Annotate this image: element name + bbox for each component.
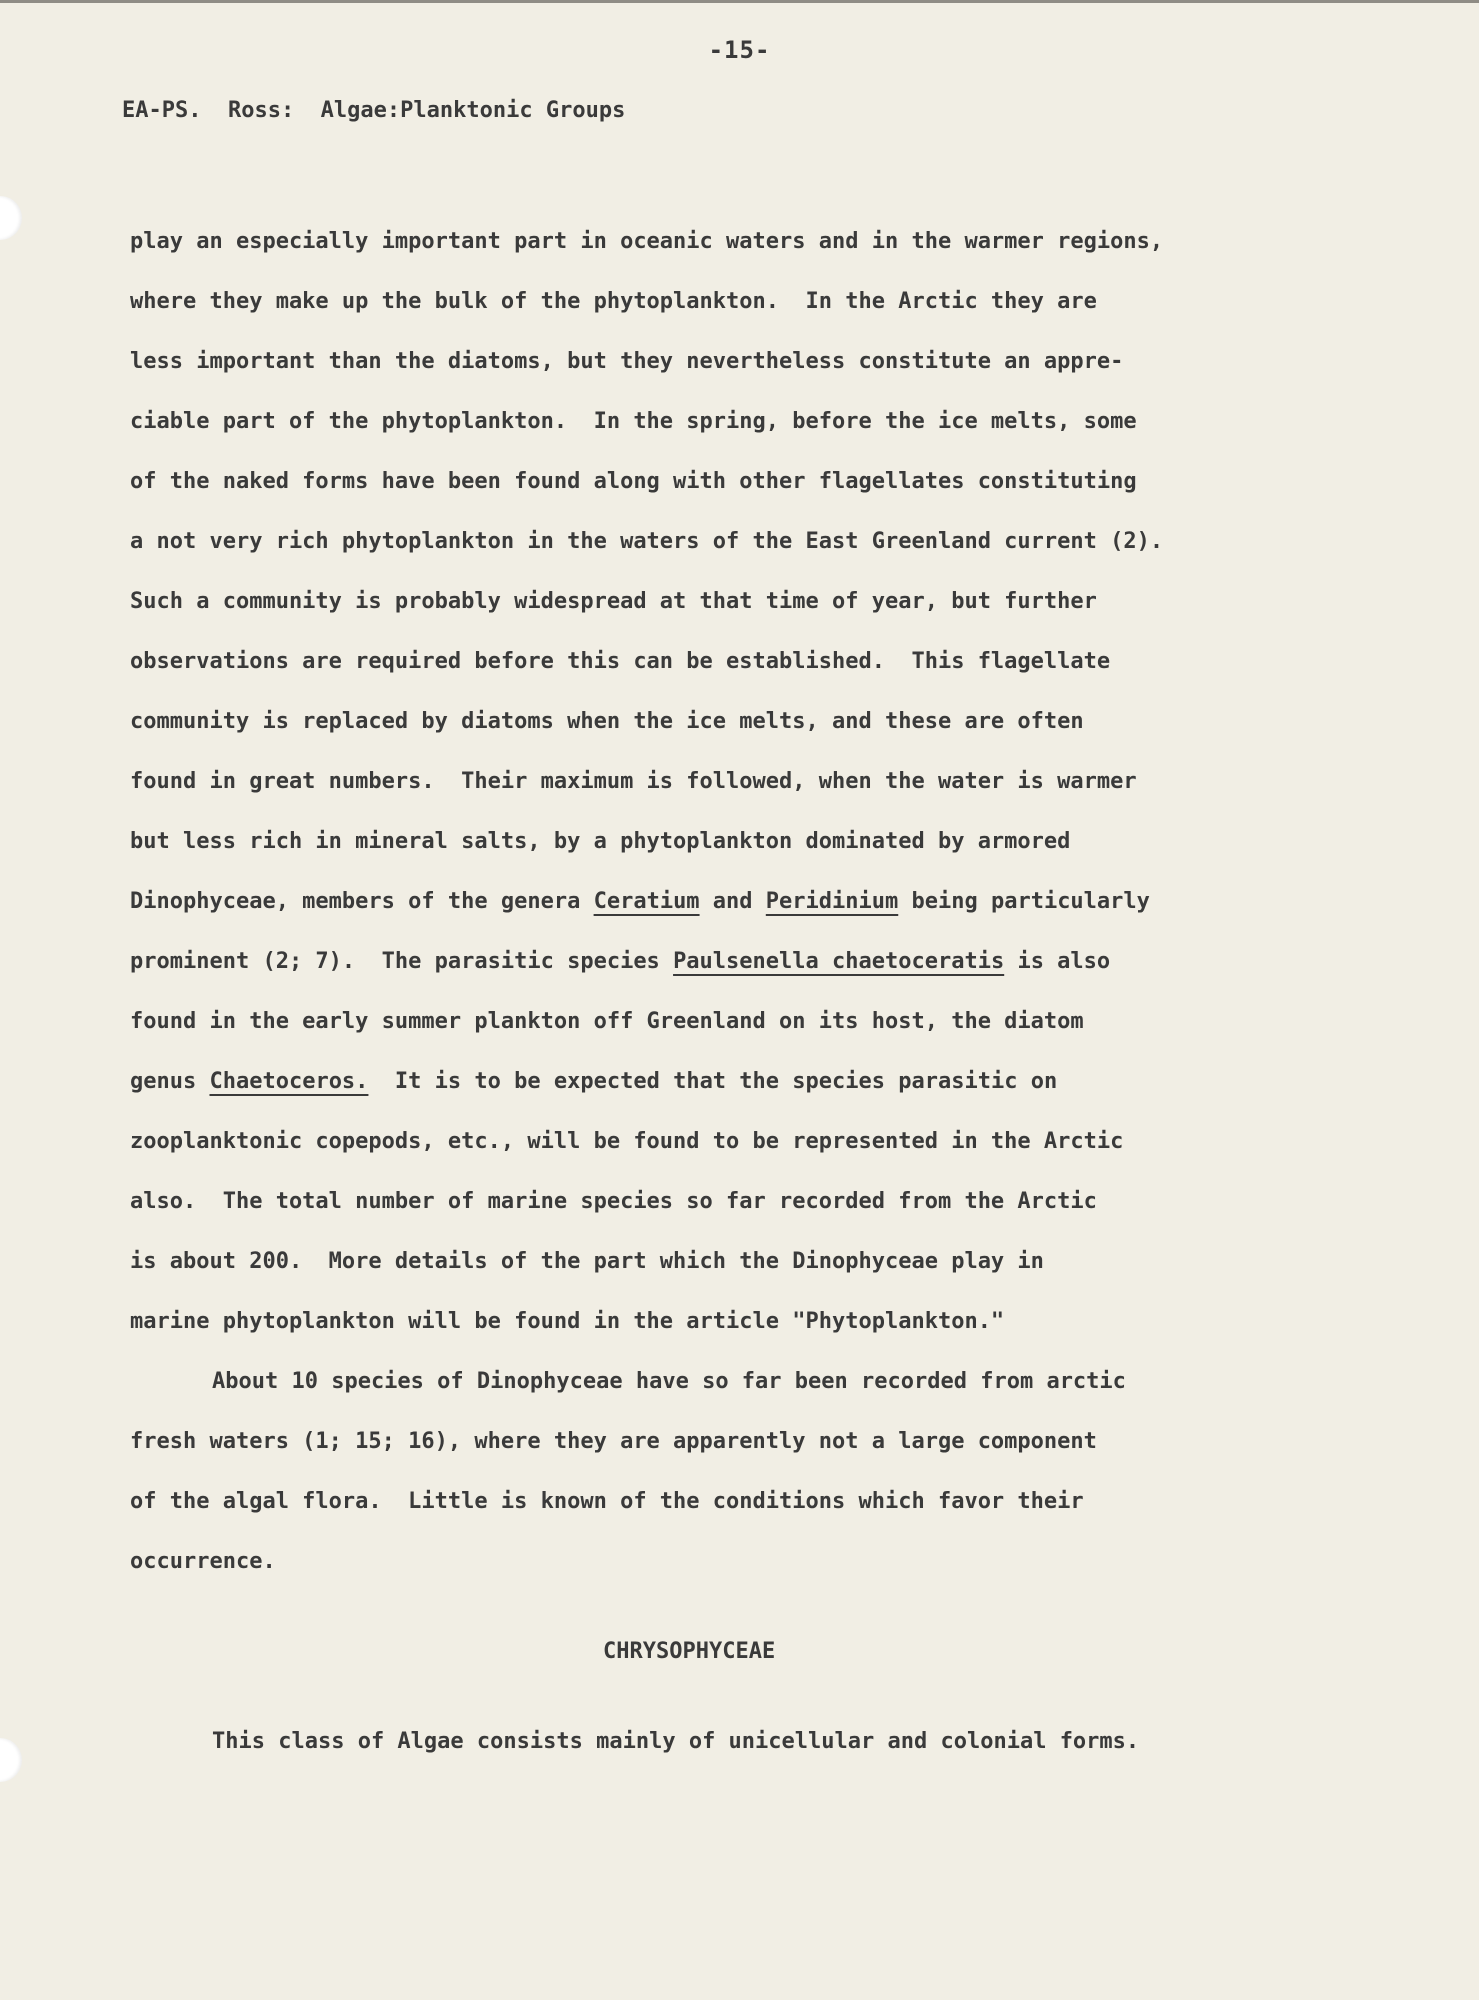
text-run: is also xyxy=(1004,949,1111,974)
text-line: play an especially important part in oceanic waters and in the warmer regions, xyxy=(130,229,1164,254)
paragraph xyxy=(130,1352,1370,1592)
text-run: Dinophyceae, members of the genera xyxy=(130,889,594,914)
text-line: This class of Algae consists mainly of unicellular and colonial forms. xyxy=(212,1729,1140,1754)
text-line: of the naked forms have been found along with other flagellates constituting xyxy=(130,469,1137,494)
text-line: less important than the diatoms, but they nevertheless constitute an appre- xyxy=(130,349,1124,374)
text-line: Such a community is probably widespread at that time of year, but further xyxy=(130,589,1097,614)
text-line: About 10 species of Dinophyceae have so far been recorded from arctic xyxy=(212,1369,1126,1394)
text-line: a not very rich phytoplankton in the waters of the East Greenland current (2). xyxy=(130,529,1164,554)
text-line xyxy=(130,1052,1370,1112)
underlined-species: Paulsenella chaetoceratis xyxy=(673,949,1005,974)
text-run: It is to be expected that the species parasitic on xyxy=(368,1069,1058,1094)
text-line: is about 200. More details of the part which the Dinophyceae play in xyxy=(130,1249,1044,1274)
body-text xyxy=(130,212,1370,1772)
text-line: ciable part of the phytoplankton. In the spring, before the ice melts, some xyxy=(130,409,1137,434)
underlined-genus: Chaetoceros. xyxy=(209,1069,369,1094)
text-run: prominent (2; 7). The parasitic species xyxy=(130,949,674,974)
text-line xyxy=(130,872,1370,932)
text-line: of the algal flora. Little is known of the conditions which favor their xyxy=(130,1489,1084,1514)
running-head: EA-PS. Ross: Algae:Planktonic Groups xyxy=(122,98,626,123)
text-line: fresh waters (1; 15; 16), where they are apparently not a large component xyxy=(130,1429,1097,1454)
paragraph xyxy=(130,212,1370,1352)
text-line: but less rich in mineral salts, by a phytoplankton dominated by armored xyxy=(130,829,1071,854)
text-run: and xyxy=(699,889,766,914)
page-top-edge xyxy=(0,0,1479,3)
punch-hole xyxy=(0,196,22,240)
page-number: -15- xyxy=(708,36,771,64)
underlined-genus: Peridinium xyxy=(765,889,899,914)
text-line: found in the early summer plankton off Greenland on its host, the diatom xyxy=(130,1009,1084,1034)
section-heading: CHRYSOPHYCEAE xyxy=(603,1639,776,1664)
spacer xyxy=(130,1682,1370,1712)
text-line: community is replaced by diatoms when the ice melts, and these are often xyxy=(130,709,1084,734)
text-line: observations are required before this can be established. This flagellate xyxy=(130,649,1111,674)
text-line: where they make up the bulk of the phytoplankton. In the Arctic they are xyxy=(130,289,1097,314)
text-line: marine phytoplankton will be found in the article "Phytoplankton." xyxy=(130,1309,1005,1334)
punch-hole xyxy=(0,1738,22,1782)
paragraph xyxy=(130,1712,1370,1772)
text-run: being particularly xyxy=(898,889,1150,914)
text-line: occurrence. xyxy=(130,1549,276,1574)
text-line: also. The total number of marine species so far recorded from the Arctic xyxy=(130,1189,1097,1214)
text-line xyxy=(130,932,1370,992)
underlined-genus: Ceratium xyxy=(593,889,700,914)
text-line: found in great numbers. Their maximum is followed, when the water is warmer xyxy=(130,769,1137,794)
text-line: zooplanktonic copepods, etc., will be found to be represented in the Arctic xyxy=(130,1129,1124,1154)
text-run: genus xyxy=(130,1069,210,1094)
